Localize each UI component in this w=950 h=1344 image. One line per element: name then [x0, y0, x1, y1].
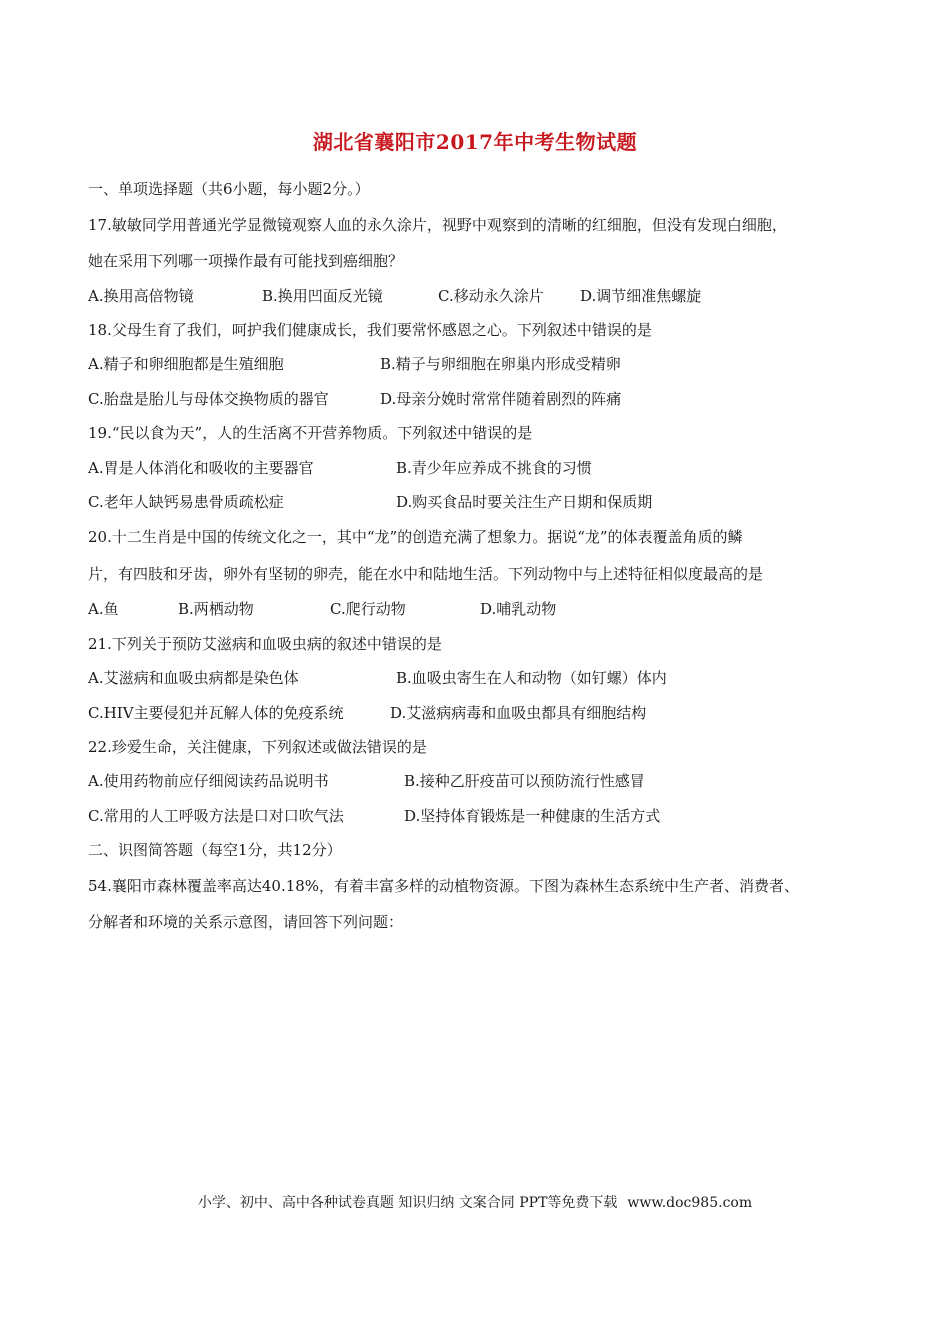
question-22-option-d: D.坚持体育锻炼是一种健康的生活方式 — [404, 807, 661, 825]
question-18-option-a: A.精子和卵细胞都是生殖细胞 — [88, 355, 284, 373]
question-22-stem: 22.珍爱生命，关注健康，下列叙述或做法错误的是 — [88, 738, 427, 756]
question-19-option-d: D.购买食品时要关注生产日期和保质期 — [396, 493, 653, 511]
question-18-stem: 18.父母生育了我们，呵护我们健康成长，我们要常怀感恩之心。下列叙述中错误的是 — [88, 321, 652, 339]
question-18-option-b: B.精子与卵细胞在卵巢内形成受精卵 — [380, 355, 621, 373]
question-18-option-d: D.母亲分娩时常常伴随着剧烈的阵痛 — [380, 390, 622, 408]
question-19-option-c: C.老年人缺钙易患骨质疏松症 — [88, 493, 284, 511]
question-19-option-b: B.青少年应养成不挑食的习惯 — [396, 459, 592, 477]
question-17-option-d: D.调节细准焦螺旋 — [580, 287, 702, 305]
question-17-option-a: A.换用高倍物镜 — [88, 287, 194, 305]
question-21-option-d: D.艾滋病病毒和血吸虫都具有细胞结构 — [390, 704, 647, 722]
question-21-stem: 21.下列关于预防艾滋病和血吸虫病的叙述中错误的是 — [88, 635, 442, 653]
question-17-stem-cont: 她在采用下列哪一项操作最有可能找到癌细胞？ — [88, 252, 404, 270]
footer-text: 小学、初中、高中各种试卷真题 知识归纳 文案合同 PPT等免费下载 — [197, 1195, 618, 1211]
question-20-option-d: D.哺乳动物 — [480, 600, 557, 618]
question-20-stem: 20.十二生肖是中国的传统文化之一，其中“龙”的创造充满了想象力。据说“龙”的体表覆盖角质的鳞 — [88, 528, 743, 546]
question-21-option-c: C.HIV主要侵犯并瓦解人体的免疫系统 — [88, 704, 344, 722]
section-heading-2: 二、识图简答题（每空1分，共12分） — [88, 841, 342, 859]
question-20-option-a: A.鱼 — [88, 600, 119, 618]
footer-link[interactable]: www.doc985.com — [627, 1195, 753, 1211]
question-54-stem: 54.襄阳市森林覆盖率高达40.18%，有着丰富多样的动植物资源。下图为森林生态系统中生产者、消费者、 — [88, 877, 800, 895]
question-54-stem-cont: 分解者和环境的关系示意图，请回答下列问题： — [88, 913, 404, 931]
question-18-option-c: C.胎盘是胎儿与母体交换物质的器官 — [88, 390, 329, 408]
question-19-stem: 19.“民以食为天”，人的生活离不开营养物质。下列叙述中错误的是 — [88, 424, 533, 442]
question-20-option-c: C.爬行动物 — [330, 600, 406, 618]
page-footer — [0, 1192, 950, 1212]
question-20-option-b: B.两栖动物 — [178, 600, 254, 618]
question-22-option-b: B.接种乙肝疫苗可以预防流行性感冒 — [404, 772, 645, 790]
question-21-option-b: B.血吸虫寄生在人和动物（如钉螺）体内 — [396, 669, 667, 687]
question-21-option-a: A.艾滋病和血吸虫病都是染色体 — [88, 669, 299, 687]
page-title: 湖北省襄阳市2017年中考生物试题 — [312, 130, 638, 154]
question-17-option-c: C.移动永久涂片 — [438, 287, 544, 305]
question-22-option-a: A.使用药物前应仔细阅读药品说明书 — [88, 772, 329, 790]
section-heading: 一、单项选择题（共6小题，每小题2分。） — [88, 180, 370, 198]
question-20-stem-cont: 片，有四肢和牙齿，卵外有坚韧的卵壳，能在水中和陆地生活。下列动物中与上述特征相似度最高的是 — [88, 565, 764, 583]
question-17-stem: 17.敏敏同学用普通光学显微镜观察人血的永久涂片，视野中观察到的清晰的红细胞，但没有发现白细胞， — [88, 216, 787, 234]
question-17-option-b: B.换用凹面反光镜 — [262, 287, 383, 305]
question-22-option-c: C.常用的人工呼吸方法是口对口吹气法 — [88, 807, 344, 825]
question-19-option-a: A.胃是人体消化和吸收的主要器官 — [88, 459, 314, 477]
